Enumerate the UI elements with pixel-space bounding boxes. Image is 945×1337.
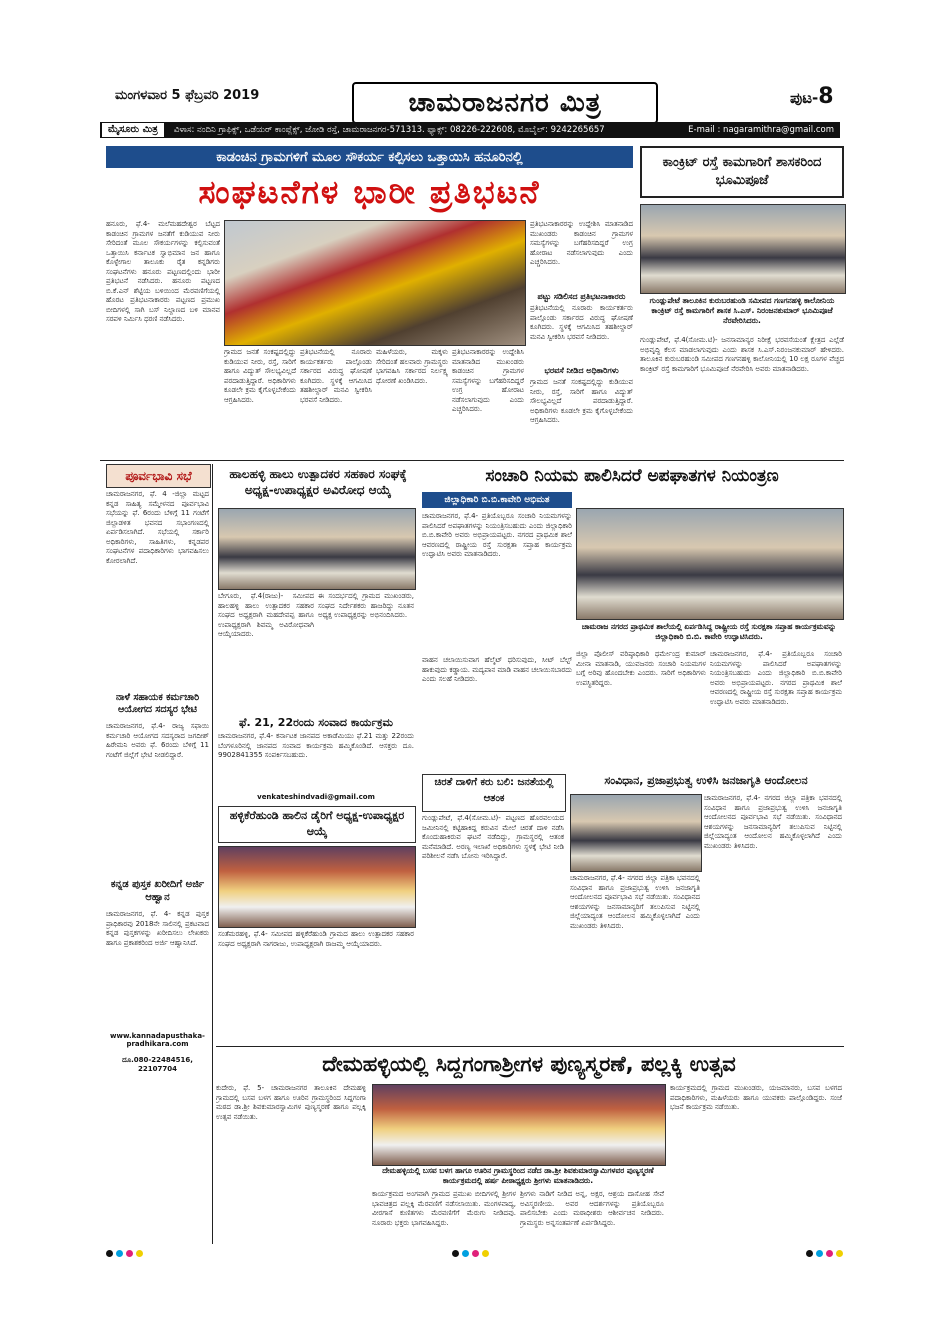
purnabhavi-body: ಚಾಮರಾಜನಗರ, ಫೆ. 4 -ಜಿಲ್ಲಾ ಮಟ್ಟದ ಕನ್ನಡ ಸಾಹಿತ್ಯ ಸಮ್ಮೇಳನದ ಪೂರ್ವಭಾವಿ ಸಭೆಯನ್ನು ಫೆ. 6ರಂದು ಬೆಳಿಗ್ಗೆ 11 ಗಂಟೆಗೆ ಜಿಲ್ಲಾಡಳಿತ ಭವನದ ಸಭಾಂಗಣದಲ್ಲಿ ಏರ್ಪಡಿಸಲಾಗಿದೆ. ಸಭೆಯಲ್ಲಿ ಸರ್ಕಾರಿ ಅಧಿಕಾರಿಗಳು, ಸಾಹಿತಿಗಳು, ಕನ್ನಡಪರ ಸಂಘಟನೆಗಳ ಪದಾಧಿಕಾರಿಗಳು ಭಾಗವಹಿಸಲು ಕೋರಲಾಗಿದೆ. [106,490,209,565]
halikere-headline: ಹಳ್ಳಿಕೆರೆಹುಂಡಿ ಹಾಲಿನ ಡೈರಿಗೆ ಅಧ್ಯಕ್ಷ-ಉಪಾಧ್ಯಕ್ಷರ ಆಯ್ಕೆ [218,806,416,843]
chirate-body: ಗುಂಡ್ಲುಪೇಟೆ, ಫೆ.4(ಸೋಮ.ಟಿ)- ಪಟ್ಟಣದ ಹೊರವಲಯದ ಜಮೀನಿನಲ್ಲಿ ಕಟ್ಟಿಹಾಕಿದ್ದ ಕರುವಿನ ಮೇಲೆ ಚಿರತೆ ದಾಳಿ ನಡೆಸಿ ಕೊಂದುಹಾಕಿರುವ ಘಟನೆ ನಡೆದಿದ್ದು, ಗ್ರಾಮಸ್ಥರಲ್ಲಿ ಆತಂಕ ಮನೆಮಾಡಿದೆ. ಅರಣ್ಯ ಇಲಾಖೆ ಅಧಿಕಾರಿಗಳು ಸ್ಥಳಕ್ಕೆ ಭೇಟಿ ನೀಡಿ ಪರಿಶೀಲನೆ ನಡೆಸಿ ಬೋನು ಇರಿಸಿದ್ದಾರೆ. [422,814,564,860]
page-number-value: 8 [818,84,834,109]
sanchari-subhead: ಜಿಲ್ಲಾಧಿಕಾರಿ ಬಿ.ಬಿ.ಕಾವೇರಿ ಅಭಿಮತ [422,492,572,508]
dot-cyan [116,1250,123,1257]
dot-magenta [826,1250,833,1257]
bhoomi-caption: ಗುಂಡ್ಲುಪೇಟೆ ತಾಲೂಕಿನ ಕುರುಬರಹುಂಡಿ ಸಮೀಪದ ಗಣಗನಹಳ್ಳಿ ಕಾಲೋನಿಯ ಕಾಂಕ್ರಿಟ್ ರಸ್ತೆ ಕಾಮಗಾರಿಗೆ ಶಾಸಕ ಸಿ.ಎಸ್. ನಿರಂಜನಕುಮಾರ್ ಭೂಮಿಪೂಜೆ ನೆರವೇರಿಸಿದರು. [649,296,835,325]
sanchari-body-2: ವಾಹನ ಚಲಾಯಿಸುವಾಗ ಹೆಲ್ಮೆಟ್ ಧರಿಸುವುದು, ಸೀಟ್ ಬೆಲ್ಟ್ ಹಾಕುವುದು ಕಡ್ಡಾಯ. ಮದ್ಯಪಾನ ಮಾಡಿ ವಾಹನ ಚಲಾಯಿಸಬಾರದು ಎಂದು ಸಲಹೆ ನೀಡಿದರು. [422,656,572,683]
halu-photo [218,508,416,590]
sanchari-body-3: ಜಿಲ್ಲಾ ಪೊಲೀಸ್ ವರಿಷ್ಠಾಧಿಕಾರಿ ಧರ್ಮೇಂದ್ರ ಕುಮಾರ್ ಮೀನಾ ಮಾತನಾಡಿ, ಯುವಜನರು ಸಂಚಾರಿ ನಿಯಮಗಳ ಬಗ್ಗೆ ಅರಿವು ಹೊಂದಬೇಕು ಎಂದರು. ಸಾರಿಗೆ ಅಧಿಕಾರಿಗಳು ಉಪಸ್ಥಿತರಿದ್ದರು. [576,650,706,687]
lead-headline: ಸಂಘಟನೆಗಳ ಭಾರೀ ಪ್ರತಿಭಟನೆ [198,172,541,211]
chirate-headline: ಚಿರತೆ ದಾಳಿಗೆ ಕರು ಬಲಿ: ಜನತೆಯಲ್ಲಿ ಆತಂಕ [422,774,566,812]
sanchari-headline: ಸಂಚಾರಿ ನಿಯಮ ಪಾಲಿಸಿದರೆ ಅಪಘಾತಗಳ ನಿಯಂತ್ರಣ [485,466,779,486]
edition-label: ಮೈಸೂರು ಮಿತ್ರ [102,123,164,137]
demahalli-body-3: ಶ್ರೀಗಳು ನಾಡಿಗೆ ನೀಡಿದ ಅನ್ನ, ಅಕ್ಷರ, ಆಶ್ರಯ ದಾಸೋಹ ಸೇವೆ ಅವಿಸ್ಮರಣೀಯ. ಅವರ ಆದರ್ಶಗಳನ್ನು ಪ್ರತಿಯೊಬ್ಬರೂ ಪಾಲಿಸಬೇಕು ಎಂದು ಮಠಾಧೀಶರು ಆಶೀರ್ವಚನ ನೀಡಿದರು. ಗ್ರಾಮಸ್ಥರು ಅನ್ನಸಂತರ್ಪಣೆ ಏರ್ಪಡಿಸಿದ್ದರು. [520,1190,664,1227]
dot-yellow [836,1250,843,1257]
lead-body-col4-mid: ಪ್ರತಿಭಟನೆಯಲ್ಲಿ ನೂರಾರು ಕಾರ್ಯಕರ್ತರು ಪಾಲ್ಗೊಂಡು ಸರ್ಕಾರದ ವಿರುದ್ಧ ಘೋಷಣೆ ಕೂಗಿದರು. ಸ್ಥಳಕ್ಕೆ ಆಗಮಿಸಿದ ತಹಶೀಲ್ದಾರ್ ಮನವಿ ಸ್ವೀಕರಿಸಿ ಭರವಸೆ ನೀಡಿದರು. [530,304,633,341]
bhoomi-photo [640,204,846,294]
lead-body-3: ಪ್ರತಿಭಟನೆಯಲ್ಲಿ ನೂರಾರು ಕಾರ್ಯಕರ್ತರು ಪಾಲ್ಗೊಂಡು ಸರ್ಕಾರದ ವಿರುದ್ಧ ಘೋಷಣೆ ಕೂಗಿದರು. ಸ್ಥಳಕ್ಕೆ ಆಗಮಿಸಿದ ತಹಶೀಲ್ದಾರ್ ಮನವಿ ಸ್ವೀಕರಿಸಿ ಭರವಸೆ ನೀಡಿದರು. [300,348,372,404]
lead-subhead-a: ಪಟ್ಟು ಸಡಿಲಿಸದ ಪ್ರತಿಭಟನಾಕಾರರು [537,292,626,301]
sanchari-caption: ಚಾಮರಾಜ ನಗರದ ಪ್ರಾಥಮಿಕ ಶಾಲೆಯಲ್ಲಿ ಏರ್ಪಡಿಸಿದ್ದ ರಾಷ್ಟ್ರೀಯ ರಸ್ತೆ ಸುರಕ್ಷತಾ ಸಪ್ತಾಹ ಕಾರ್ಯಕ್ರಮವನ್ನು ಜಿಲ್ಲಾಧಿಕಾರಿ ಬಿ.ಬಿ. ಕಾವೇರಿ ಉದ್ಘಾಟಿಸಿದರು. [581,622,837,641]
halu-body: ಬೇಗೂರು, ಫೆ.4(ರಾಜು)- ಸಮೀಪದ ಹಾಲಹಳ್ಳಿ ಹಾಲು ಉತ್ಪಾದಕರ ಸಹಕಾರ ಸಂಘದ ಅಧ್ಯಕ್ಷರಾಗಿ ಮಹದೇವಪ್ಪ ಹಾಗೂ ಉಪಾಧ್ಯಕ್ಷರಾಗಿ ಶಿವಮ್ಮ ಅವಿರೋಧವಾಗಿ ಆಯ್ಕೆಯಾದರು. [218,592,314,638]
dot-black [452,1250,459,1257]
demahalli-caption: ದೇಮಹಳ್ಳಿಯಲ್ಲಿ ಬಸವ ಬಳಗ ಹಾಗೂ ಊರಿನ ಗ್ರಾಮಸ್ಥರಿಂದ ನಡೆದ ಡಾ.ಶ್ರೀ ಶಿವಕುಮಾರಸ್ವಾಮಿಗಳವರ ಪುಣ್ಯಸ್ಮರಣೆ ಕಾರ್ಯಕ್ರಮದಲ್ಲಿ ಹರ್ಷ ಪೀಠಾಧ್ಯಕ್ಷರು ಶ್ರೀಗಳು ಮಾತನಾಡಿದರು. [382,1166,654,1185]
dot-black [806,1250,813,1257]
color-registration-left [106,1250,143,1257]
bhoomi-headline: ಕಾಂಕ್ರಿಟ್ ರಸ್ತೆ ಕಾಮಗಾರಿಗೆ ಶಾಸಕರಿಂದ ಭೂಮಿಪೂಜೆ [640,146,844,198]
naav-body: ಚಾಮರಾಜನಗರ, ಫೆ.4- ರಾಜ್ಯ ಸಫಾಯಿ ಕರ್ಮಚಾರಿ ಆಯೋಗದ ಸದಸ್ಯರಾದ ಜಗದೀಶ್ ಹಿರೇಮನಿ ಅವರು ಫೆ. 6ರಂದು ಬೆಳಿಗ್ಗೆ 11 ಗಂಟೆಗೆ ಜಿಲ್ಲೆಗೆ ಭೇಟಿ ನೀಡಲಿದ್ದಾರೆ. [106,722,209,759]
samvidhana-body: ಚಾಮರಾಜನಗರ, ಫೆ.4- ನಗರದ ಜಿಲ್ಲಾ ಪತ್ರಿಕಾ ಭವನದಲ್ಲಿ ಸಂವಿಧಾನ ಹಾಗೂ ಪ್ರಜಾಪ್ರಭುತ್ವ ಉಳಿಸಿ ಜನಜಾಗೃತಿ ಆಂದೋಲನದ ಪೂರ್ವಭಾವಿ ಸಭೆ ನಡೆಯಿತು. ಸಂವಿಧಾನದ ಆಶಯಗಳನ್ನು ಜನಸಾಮಾನ್ಯರಿಗೆ ತಲುಪಿಸುವ ನಿಟ್ಟಿನಲ್ಲಿ ಜಿಲ್ಲೆಯಾದ್ಯಂತ ಆಂದೋಲನ ಹಮ್ಮಿಕೊಳ್ಳಲಾಗಿದೆ ಎಂದು ಮುಖಂಡರು ತಿಳಿಸಿದರು. [570,874,700,930]
naav-headline: ನಾಳೆ ಸಹಾಯಕ ಕರ್ಮಚಾರಿ ಆಯೋಗದ ಸದಸ್ಯರ ಭೇಟಿ [115,692,200,715]
email-line: E-mail : nagaramithra@gmail.com [688,125,834,135]
divider-2 [216,1046,844,1047]
demahalli-photo [372,1084,666,1166]
samvada-body: ಚಾಮರಾಜನಗರ, ಫೆ.4- ಕರ್ನಾಟಕ ಜಾನಪದ ಅಕಾಡೆಮಿಯು ಫೆ.21 ಮತ್ತು 22ರಂದು ಬೆಂಗಳೂರಿನಲ್ಲಿ ಜಾನಪದ ಸಂವಾದ ಕಾರ್ಯಕ್ರಮ ಹಮ್ಮಿಕೊಂಡಿದೆ. ಆಸಕ್ತರು ದೂ. 9902841355 ಸಂಪರ್ಕಿಸಬಹುದು. [218,732,414,759]
demahalli-body-2: ಕಾರ್ಯಕ್ರಮದ ಅಂಗವಾಗಿ ಗ್ರಾಮದ ಪ್ರಮುಖ ಬೀದಿಗಳಲ್ಲಿ ಶ್ರೀಗಳ ಭಾವಚಿತ್ರದ ಪಲ್ಲಕ್ಕಿ ಮೆರವಣಿಗೆ ನಡೆಸಲಾಯಿತು. ಮಂಗಳವಾದ್ಯ, ವೀರಗಾಸೆ ಕುಣಿತಗಳು ಮೆರವಣಿಗೆಗೆ ಮೆರುಗು ನೀಡಿದವು. ನೂರಾರು ಭಕ್ತರು ಭಾಗವಹಿಸಿದ್ದರು. [372,1190,516,1227]
pustaka-body: ಚಾಮರಾಜನಗರ, ಫೆ. 4- ಕನ್ನಡ ಪುಸ್ತಕ ಪ್ರಾಧಿಕಾರವು 2018ನೇ ಸಾಲಿನಲ್ಲಿ ಪ್ರಕಟವಾದ ಕನ್ನಡ ಪುಸ್ತಕಗಳನ್ನು ಖರೀದಿಸಲು ಲೇಖಕರು ಹಾಗೂ ಪ್ರಕಾಶಕರಿಂದ ಅರ್ಜಿ ಆಹ್ವಾನಿಸಿದೆ. [106,910,209,947]
dot-magenta [126,1250,133,1257]
col-divider [212,464,213,1244]
page-number [790,84,834,109]
pustaka-phone: ದೂ.080-22484516, 22107704 [122,1056,193,1073]
divider-1 [100,460,844,461]
masthead-title: ಚಾಮರಾಜನಗರ ಮಿತ್ರ [352,82,658,124]
dot-black [106,1250,113,1257]
sanchari-body-4: ಚಾಮರಾಜನಗರ, ಫೆ.4- ಪ್ರತಿಯೊಬ್ಬರೂ ಸಂಚಾರಿ ನಿಯಮಗಳನ್ನು ಪಾಲಿಸಿದರೆ ಅಪಘಾತಗಳನ್ನು ನಿಯಂತ್ರಿಸಬಹುದು ಎಂದು ಜಿಲ್ಲಾಧಿಕಾರಿ ಬಿ.ಬಿ.ಕಾವೇರಿ ಅವರು ಅಭಿಪ್ರಾಯಪಟ್ಟರು. ನಗರದ ಪ್ರಾಥಮಿಕ ಶಾಲೆ ಆವರಣದಲ್ಲಿ ರಾಷ್ಟ್ರೀಯ ರಸ್ತೆ ಸುರಕ್ಷತಾ ಸಪ್ತಾಹ ಕಾರ್ಯಕ್ರಮ ಉದ್ಘಾಟಿಸಿ ಅವರು ಮಾತನಾಡಿದರು. [710,650,842,706]
lead-body-col4-bottom: ಗ್ರಾಮದ ಜನತೆ ಸಂಕಷ್ಟದಲ್ಲಿದ್ದು ಕುಡಿಯುವ ನೀರು, ರಸ್ತೆ, ಸಾರಿಗೆ ಹಾಗೂ ವಿದ್ಯುತ್ ಸೌಲಭ್ಯವಿಲ್ಲದೆ ಪರದಾಡುತ್ತಿದ್ದಾರೆ. ಅಧಿಕಾರಿಗಳು ಕೂಡಲೇ ಕ್ರಮ ಕೈಗೊಳ್ಳಬೇಕೆಂದು ಆಗ್ರಹಿಸಿದರು. [530,378,633,424]
samvidhana-headline: ಸಂವಿಧಾನ, ಪ್ರಜಾಪ್ರಭುತ್ವ ಉಳಿಸಿ ಜನಜಾಗೃತಿ ಆಂದೋಲನ [604,774,808,787]
color-registration-center [452,1250,489,1257]
lead-body-col4-top: ಪ್ರತಿಭಟನಾಕಾರರನ್ನು ಉದ್ದೇಶಿಸಿ ಮಾತನಾಡಿದ ಮುಖಂಡರು ಕಾಡಂಚಿನ ಗ್ರಾಮಗಳ ಸಮಸ್ಯೆಗಳನ್ನು ಬಗೆಹರಿಸದಿದ್ದರೆ ಉಗ್ರ ಹೋರಾಟ ನಡೆಸಲಾಗುವುದು ಎಂದು ಎಚ್ಚರಿಸಿದರು. [530,220,633,266]
lead-body-4: ಮಹಿಳೆಯರು, ಮಕ್ಕಳು ಸೇರಿದಂತೆ ಹಲವಾರು ಗ್ರಾಮಸ್ಥರು ಭಾಗವಹಿಸಿ ಸರ್ಕಾರದ ನಿರ್ಲಕ್ಷ್ಯ ಧೋರಣೆ ಖಂಡಿಸಿದರು. [376,348,448,385]
page-label: ಪುಟ- [790,89,819,107]
lead-body-1: ಹನೂರು, ಫೆ.4- ಮಲೆಮಹದೇಶ್ವರ ಬೆಟ್ಟದ ಕಾಡಂಚಿನ ಗ್ರಾಮಗಳ ಜನತೆಗೆ ಕುಡಿಯುವ ನೀರು ಸೇರಿದಂತೆ ಮೂಲ ಸೌಕರ್ಯಗಳನ್ನು ಕಲ್ಪಿಸುವಂತೆ ಒತ್ತಾಯಿಸಿ ಕರ್ನಾಟಕ ಸ್ವಾಭಿಮಾನ ಜನ ಹಾಗೂ ಕೊಳ್ಳೇಗಾಲ ತಾಲೂಕು ರೈತ ಕನ್ನಡಿಗರು ಸಂಘಟನೆಗಳು ಹನೂರು ಪಟ್ಟಣದಲ್ಲಿಂದು ಭಾರೀ ಪ್ರತಿಭಟನೆ ನಡೆಸಿದರು. ಹನೂರು ಪಟ್ಟಣದ ಬಿ.ಕೆ.ಎನ್ ಶೆಟ್ಟಿಯ ಬಳಿಯಿಂದ ಮೆರವಣಿಗೆಯಲ್ಲಿ ಹೊರಟ ಪ್ರತಿಭಟನಾಕಾರರು ಪಟ್ಟಣದ ಪ್ರಮುಖ ಬೀದಿಗಳಲ್ಲಿ ಸಾಗಿ ಬಸ್ ನಿಲ್ದಾಣದ ಬಳಿ ಮಾನವ ಸರಪಳಿ ನಿರ್ಮಿಸಿ ಧರಣಿ ನಡೆಸಿದರು. [106,220,220,323]
bhoomi-body: ಗುಂಡ್ಲುಪೇಟೆ, ಫೆ.4(ಸೋಮ.ಟಿ)- ಜನಸಾಮಾನ್ಯರ ನಿರೀಕ್ಷೆ ಭರವಸೆಯಂತೆ ಕ್ಷೇತ್ರದ ಎಲ್ಲೆಡೆ ಅಭಿವೃದ್ಧಿ ಕೆಲಸ ಮಾಡಲಾಗುವುದು ಎಂದು ಶಾಸಕ ಸಿ.ಎಸ್.ನಿರಂಜನಕುಮಾರ್ ಹೇಳಿದರು. ತಾಲೂಕಿನ ಕುರುಬರಹುಂಡಿ ಸಮೀಪದ ಗಣಗನಹಳ್ಳಿ ಕಾಲೋನಿಯಲ್ಲಿ 10 ಲಕ್ಷ ರೂಗಳ ವೆಚ್ಚದ ಕಾಂಕ್ರಿಟ್ ರಸ್ತೆ ಕಾಮಗಾರಿಗೆ ಭೂಮಿಪೂಜೆ ನೆರವೇರಿಸಿ ಅವರು ಮಾತನಾಡಿದರು. [640,336,844,373]
info-bar [100,122,840,138]
samvada-headline: ಫೆ. 21, 22ರಂದು ಸಂವಾದ ಕಾರ್ಯಕ್ರಮ [238,716,394,729]
dot-cyan [462,1250,469,1257]
color-registration-right [806,1250,843,1257]
halu-headline: ಹಾಲಹಳ್ಳಿ ಹಾಲು ಉತ್ಪಾದಕರ ಸಹಕಾರ ಸಂಘಕ್ಕೆ ಅಧ್ಯಕ್ಷ-ಉಪಾಧ್ಯಕ್ಷರ ಅವಿರೋಧ ಆಯ್ಕೆ [229,467,407,497]
halikere-body: ಸಂತೆಮರಹಳ್ಳಿ, ಫೆ.4- ಸಮೀಪದ ಹಳ್ಳಿಕೆರೆಹುಂಡಿ ಗ್ರಾಮದ ಹಾಲು ಉತ್ಪಾದಕರ ಸಹಕಾರ ಸಂಘದ ಅಧ್ಯಕ್ಷರಾಗಿ ನಾಗರಾಜು, ಉಪಾಧ್ಯಕ್ಷರಾಗಿ ರಾಜಮ್ಮ ಆಯ್ಕೆಯಾದರು. [218,930,414,948]
protest-photo [224,220,526,346]
dot-yellow [136,1250,143,1257]
dot-yellow [482,1250,489,1257]
purnabhavi-headline: ಪೂರ್ವಭಾವಿ ಸಭೆ [106,464,211,488]
issue-date: ಮಂಗಳವಾರ 5 ಫೆಬ್ರವರಿ 2019 [115,88,260,103]
lead-body-5: ಪ್ರತಿಭಟನಾಕಾರರನ್ನು ಉದ್ದೇಶಿಸಿ ಮಾತನಾಡಿದ ಮುಖಂಡರು ಕಾಡಂಚಿನ ಗ್ರಾಮಗಳ ಸಮಸ್ಯೆಗಳನ್ನು ಬಗೆಹರಿಸದಿದ್ದರೆ ಉಗ್ರ ಹೋರಾಟ ನಡೆಸಲಾಗುವುದು ಎಂದು ಎಚ್ಚರಿಸಿದರು. [452,348,524,413]
dot-magenta [472,1250,479,1257]
samvidhana-body-right: ಚಾಮರಾಜನಗರ, ಫೆ.4- ನಗರದ ಜಿಲ್ಲಾ ಪತ್ರಿಕಾ ಭವನದಲ್ಲಿ ಸಂವಿಧಾನ ಹಾಗೂ ಪ್ರಜಾಪ್ರಭುತ್ವ ಉಳಿಸಿ ಜನಜಾಗೃತಿ ಆಂದೋಲನದ ಪೂರ್ವಭಾವಿ ಸಭೆ ನಡೆಯಿತು. ಸಂವಿಧಾನದ ಆಶಯಗಳನ್ನು ಜನಸಾಮಾನ್ಯರಿಗೆ ತಲುಪಿಸುವ ನಿಟ್ಟಿನಲ್ಲಿ ಜಿಲ್ಲೆಯಾದ್ಯಂತ ಆಂದೋಲನ ಹಮ್ಮಿಕೊಳ್ಳಲಾಗಿದೆ ಎಂದು ಮುಖಂಡರು ತಿಳಿಸಿದರು. [704,794,842,850]
pustaka-website: www.kannadapusthaka-pradhikara.com [110,1032,205,1048]
halikere-photo [218,846,416,928]
samvidhana-photo [570,794,702,872]
address-line: ವಿಳಾಸ: ನಂದಿನಿ ಗ್ರಾಫಿಕ್ಸ್, ಒಡೆಯರ್ ಕಾಂಪ್ಲೆಕ್ಸ್, ಜೋಡಿ ರಸ್ತೆ, ಚಾಮರಾಜನಗರ-571313. ಫ್ಯಾಕ್ಸ್: 08226-222608, ಮೊಬೈಲ್: 9242265657 [173,125,605,135]
lead-strip-heading: ಕಾಡಂಚಿನ ಗ್ರಾಮಗಳಿಗೆ ಮೂಲ ಸೌಕರ್ಯ ಕಲ್ಪಿಸಲು ಒತ್ತಾಯಿಸಿ ಹನೂರಿನಲ್ಲಿ [106,146,633,168]
lead-body-2: ಗ್ರಾಮದ ಜನತೆ ಸಂಕಷ್ಟದಲ್ಲಿದ್ದು ಕುಡಿಯುವ ನೀರು, ರಸ್ತೆ, ಸಾರಿಗೆ ಹಾಗೂ ವಿದ್ಯುತ್ ಸೌಲಭ್ಯವಿಲ್ಲದೆ ಪರದಾಡುತ್ತಿದ್ದಾರೆ. ಅಧಿಕಾರಿಗಳು ಕೂಡಲೇ ಕ್ರಮ ಕೈಗೊಳ್ಳಬೇಕೆಂದು ಆಗ್ರಹಿಸಿದರು. [224,348,296,404]
halu-body-2: ಈ ಸಂದರ್ಭದಲ್ಲಿ ಗ್ರಾಮದ ಮುಖಂಡರು, ಸಂಘದ ನಿರ್ದೇಶಕರು ಹಾಜರಿದ್ದು ನೂತನ ಅಧ್ಯಕ್ಷ ಉಪಾಧ್ಯಕ್ಷರನ್ನು ಅಭಿನಂದಿಸಿದರು. [318,592,414,619]
pustaka-headline: ಕನ್ನಡ ಪುಸ್ತಕ ಖರೀದಿಗೆ ಅರ್ಜಿ ಆಹ್ವಾನ [110,879,205,903]
demahalli-body-1: ಕುದೇರು, ಫೆ. 5- ಚಾಮರಾಜನಗರ ತಾಲೂಕಿನ ದೇಮಹಳ್ಳಿ ಗ್ರಾಮದಲ್ಲಿ ಬಸವ ಬಳಗ ಹಾಗೂ ಊರಿನ ಗ್ರಾಮಸ್ಥರಿಂದ ಸಿದ್ದಗಂಗಾ ಮಠದ ಡಾ.ಶ್ರೀ ಶಿವಕುಮಾರಸ್ವಾಮಿಗಳ ಪುಣ್ಯಸ್ಮರಣೆ ಹಾಗೂ ಪಲ್ಲಕ್ಕಿ ಉತ್ಸವ ನಡೆಯಿತು. [216,1084,366,1121]
sanchari-photo [576,508,844,620]
dot-cyan [816,1250,823,1257]
samvada-email: venkateshindvadi@gmail.com [257,793,375,801]
sanchari-body-1: ಚಾಮರಾಜನಗರ, ಫೆ.4- ಪ್ರತಿಯೊಬ್ಬರೂ ಸಂಚಾರಿ ನಿಯಮಗಳನ್ನು ಪಾಲಿಸಿದರೆ ಅಪಘಾತಗಳನ್ನು ನಿಯಂತ್ರಿಸಬಹುದು ಎಂದು ಜಿಲ್ಲಾಧಿಕಾರಿ ಬಿ.ಬಿ.ಕಾವೇರಿ ಅವರು ಅಭಿಪ್ರಾಯಪಟ್ಟರು. ನಗರದ ಪ್ರಾಥಮಿಕ ಶಾಲೆ ಆವರಣದಲ್ಲಿ ರಾಷ್ಟ್ರೀಯ ರಸ್ತೆ ಸುರಕ್ಷತಾ ಸಪ್ತಾಹ ಕಾರ್ಯಕ್ರಮ ಉದ್ಘಾಟಿಸಿ ಅವರು ಮಾತನಾಡಿದರು. [422,512,572,558]
demahalli-body-4: ಕಾರ್ಯಕ್ರಮದಲ್ಲಿ ಗ್ರಾಮದ ಮುಖಂಡರು, ಯಜಮಾನರು, ಬಸವ ಬಳಗದ ಪದಾಧಿಕಾರಿಗಳು, ಮಹಿಳೆಯರು ಹಾಗೂ ಯುವಕರು ಪಾಲ್ಗೊಂಡಿದ್ದರು. ಸಂಜೆ ಭಜನೆ ಕಾರ್ಯಕ್ರಮ ನಡೆಯಿತು. [670,1084,842,1111]
demahalli-headline: ದೇಮಹಳ್ಳಿಯಲ್ಲಿ ಸಿದ್ದಗಂಗಾಶ್ರೀಗಳ ಪುಣ್ಯಸ್ಮರಣೆ, ಪಲ್ಲಕ್ಕಿ ಉತ್ಸವ [322,1052,736,1076]
lead-subhead-b: ಭರವಸೆ ನೀಡಿದ ಅಧಿಕಾರಿಗಳು [544,366,619,375]
